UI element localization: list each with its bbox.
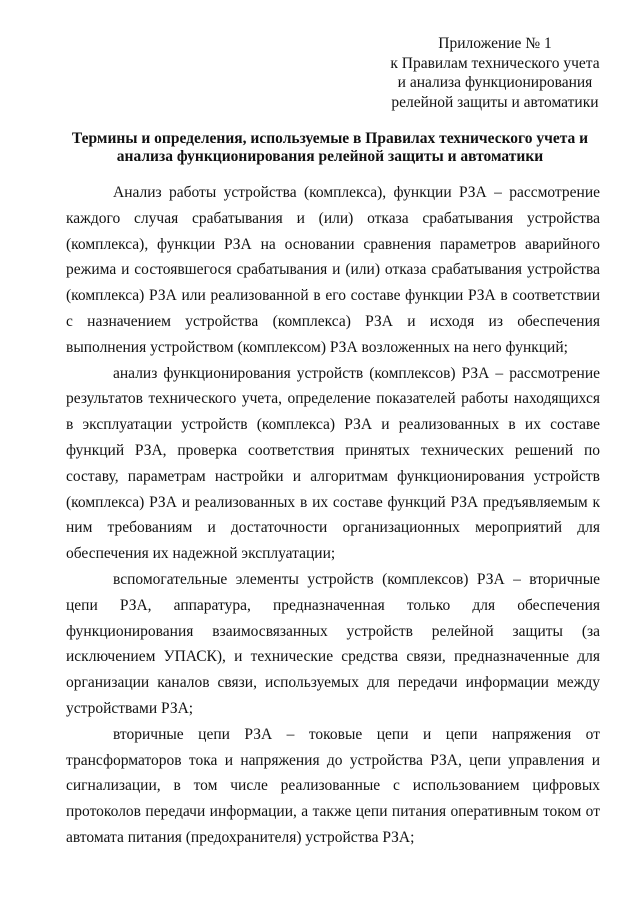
title-line: Термины и определения, используемые в Правилах технического учета и xyxy=(71,130,589,147)
appendix-reference-line: и анализа функционирования xyxy=(397,74,593,91)
definition-paragraph: вторичные цепи РЗА – токовые цепи и цепи напряжения от трансформаторов тока и напряжения до устройства РЗА, цепи управления и сигнализации, в том числе реализованные с использованием цифровых протоколов передачи информации, а также цепи питания оперативным током от автомата питания (предохранителя) устройства РЗА; xyxy=(66,725,600,846)
appendix-header xyxy=(380,34,610,112)
definition-paragraph: вспомогательные элементы устройств (комплексов) РЗА – вторичные цепи РЗА, аппаратура, предназначенная только для обеспечения функционирования взаимосвязанных устройств релейной защиты (за исключением УПАСК), и технические средства связи, предназначенные для организации каналов связи, используемых для передачи информации между устройствами РЗА; xyxy=(66,570,600,717)
appendix-number: Приложение № 1 xyxy=(438,35,552,52)
document-title xyxy=(60,130,600,166)
appendix-reference-line: релейной защиты и автоматики xyxy=(391,93,599,111)
title-line: анализа функционирования релейной защиты и автоматики xyxy=(116,148,544,165)
definition-paragraph: Анализ работы устройства (комплекса), функции РЗА – рассмотрение каждого случая срабатывания и (или) отказа срабатывания устройства (комплекса), функции РЗА на основании сравнения параметров аварийного режима и состоявшегося срабатывания и (или) отказа срабатывания устройства (комплекса) РЗА или реализованной в его составе функции РЗА в соответствии с назначением устройства (комплекса) РЗА и исходя из обеспечения выполнения устройством (комплексом) РЗА возложенных на него функций; xyxy=(66,184,600,356)
appendix-reference-line: к Правилам технического учета xyxy=(390,54,600,72)
definition-paragraph: анализ функционирования устройств (комплексов) РЗА – рассмотрение результатов технического учета, определение показателей работы находящихся в эксплуатации устройств (комплекса) РЗА и реализованных в их составе функций РЗА, проверка соответствия принятых технических решений по составу, параметрам настройки и алгоритмам функционирования устройств (комплекса) РЗА и реализованных в их составе функций РЗА предъявляемым к ним требованиям и достаточности организационных мероприятий для обеспечения их надежной эксплуатации; xyxy=(66,364,600,563)
definitions-body xyxy=(66,180,600,851)
